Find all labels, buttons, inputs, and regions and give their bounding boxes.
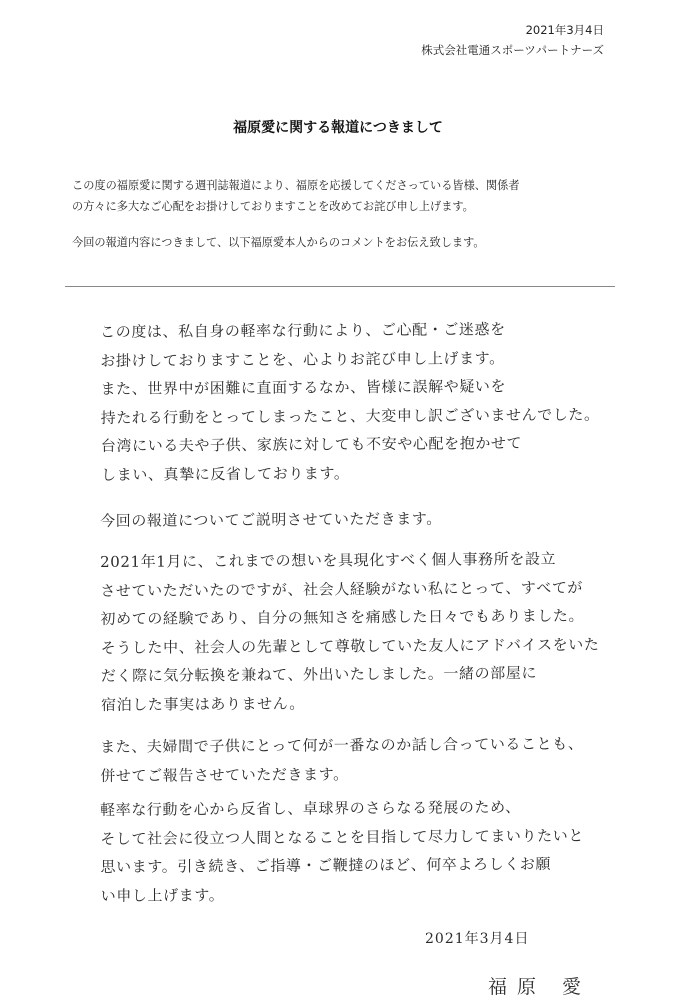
section-divider [65,286,615,287]
handwritten-line: 2021年1月に、これまでの想いを具現化すべく個人事務所を設立 [100,549,557,571]
handwritten-line: い申し上げます。 [100,885,225,905]
header-company: 株式会社電通スポーツパートナーズ [421,43,604,57]
handwritten-line: また、夫婦間で子供にとって何が一番なのか話し合っていることも、 [100,734,584,756]
handwritten-line: 宿泊した事実はありません。 [101,694,305,714]
handwritten-explanation-intro [100,504,600,536]
handwritten-line: 今回の報道についてご説明させていただきます。 [100,509,442,530]
handwritten-line: しまい、真摯に反省しております。 [101,463,350,484]
handwritten-family-paragraph [100,730,600,790]
handwritten-line: させていただいたのですが、社会人経験がない私にとって、すべてが [100,578,584,600]
handwritten-line: また、世界中が困難に直面するなか、皆様に誤解や疑いを [100,377,507,398]
handwritten-date: 2021年3月4日 [425,931,530,947]
intro-line: この度の福原愛に関する週刊誌報道により、福原を応援してくださっている皆様、関係者 [72,179,520,192]
header-date: 2021年3月4日 [525,23,604,37]
handwritten-explanation-paragraph [100,545,601,719]
handwritten-line: お掛けしておりますことを、心よりお詫び申し上げます。 [100,348,505,370]
handwritten-line: この度は、私自身の軽率な行動により、ご心配・ご迷惑を [100,320,506,341]
handwritten-apology-paragraph [100,315,601,489]
handwritten-line: 持たれる行動をとってしまったこと、大変申し訳ございませんでした。 [100,405,600,427]
intro-paragraph-2: 今回の報道内容につきまして、以下福原愛本人からのコメントをお伝え致します。 [72,236,485,249]
handwritten-closing-paragraph [100,793,601,910]
handwritten-line: 軽率な行動を心から反省し、卓球界のさらなる発展のため、 [100,798,521,819]
handwritten-signature: 福原 愛 [488,976,592,998]
handwritten-line: そうした中、社会人の先輩として尊敬していた友人にアドバイスをいた [100,635,600,657]
handwritten-line: 台湾にいる夫や子供、家族に対しても不安や心配を抱かせて [100,434,523,455]
intro-paragraph-1 [72,175,612,217]
handwritten-line: 併せてご報告させていただきます。 [100,764,349,785]
document-header [421,20,604,60]
intro-line: の方々に多大なご心配をお掛けしておりますことを改めてお詫び申し上げます。 [72,200,474,213]
handwritten-line: 初めての経験であり、自分の無知さを痛感した日々でもありました。 [100,606,585,628]
document-title: 福原愛に関する報道につきまして [233,120,443,136]
handwritten-line: 思います。引き続き、ご指導・ご鞭撻のほど、何卒よろしくお願 [100,854,552,876]
handwritten-line: だく際に気分転換を兼ねて、外出いたしました。一緒の部屋に [100,663,538,685]
handwritten-line: そして社会に役立つ人間となることを目指して尽力してまいりたいと [100,826,584,848]
